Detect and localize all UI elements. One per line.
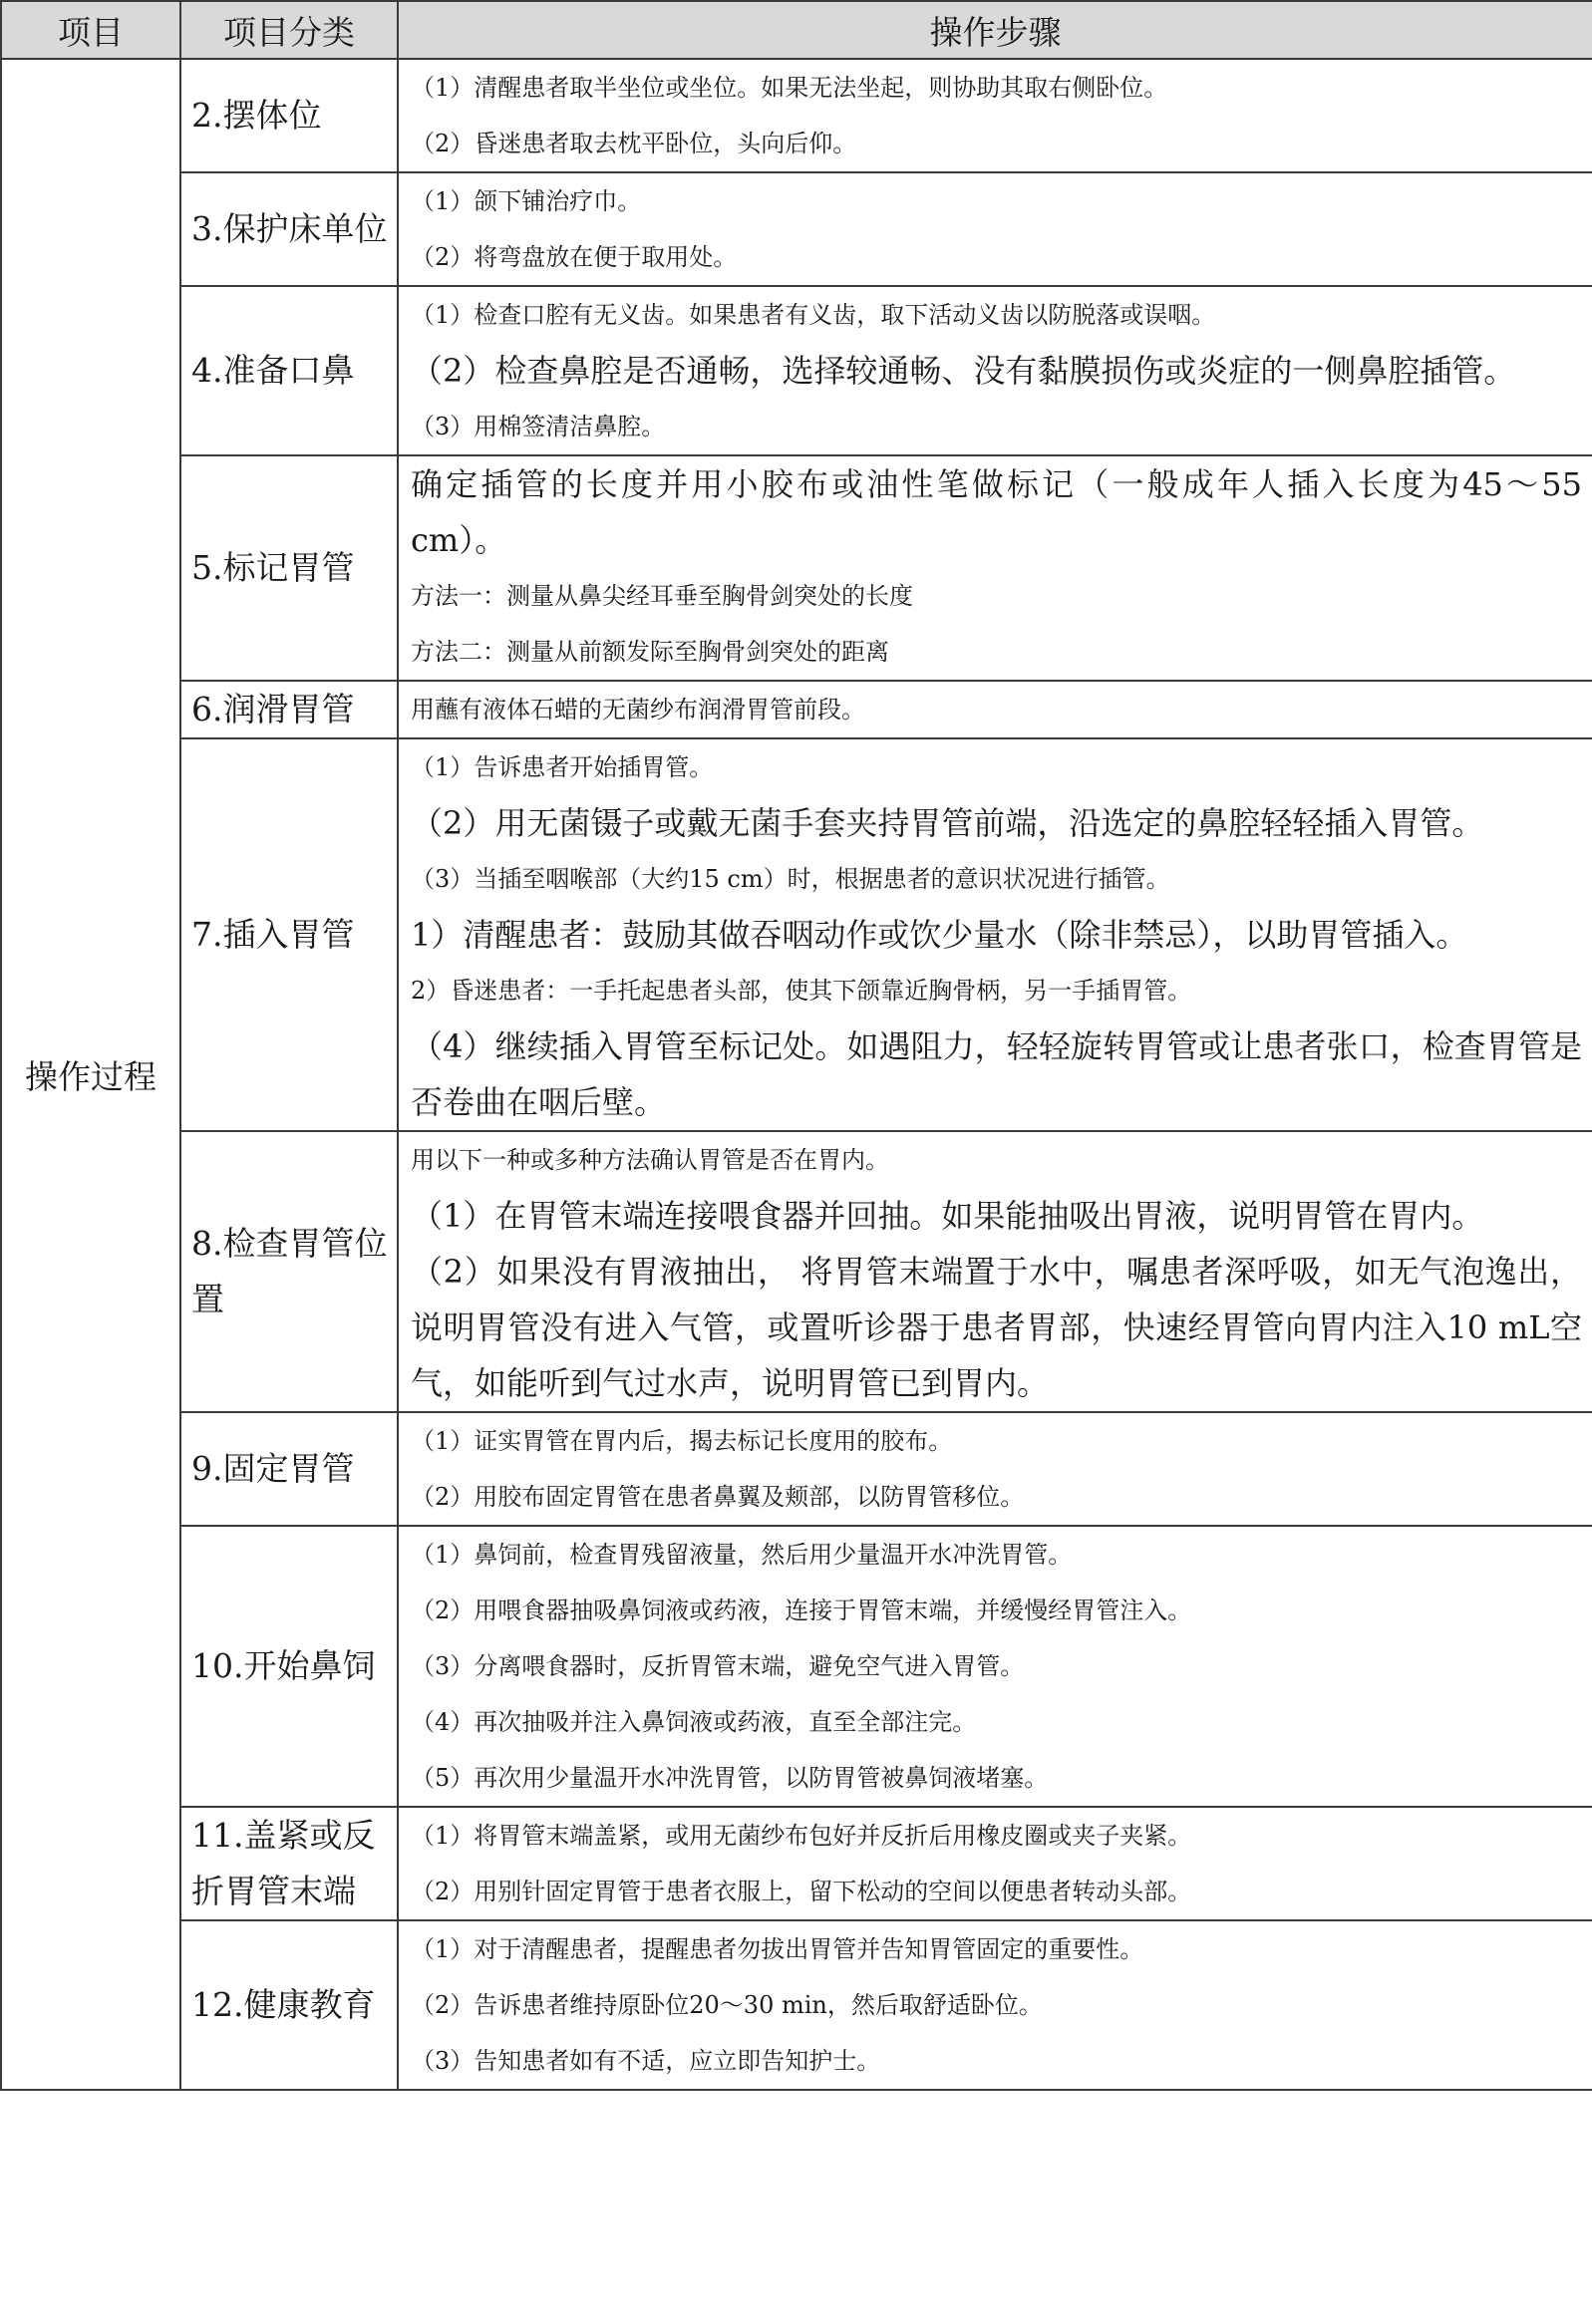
step-line: 确定插管的长度并用小胶布或油性笔做标记（一般成年人插入长度为45～55 cm）。	[411, 465, 1582, 559]
table-row	[1, 1526, 1592, 1807]
step-line: 1）清醒患者：鼓励其做吞咽动作或饮少量水（除非禁忌），以助胃管插入。	[411, 916, 1468, 954]
step-line: （1）颌下铺治疗巾。	[411, 187, 642, 215]
steps-cell	[398, 1412, 1592, 1526]
category-cell: 2.摆体位	[180, 59, 398, 172]
step-line: （2）告诉患者维持原卧位20～30 min，然后取舒适卧位。	[411, 1991, 1043, 2019]
step-line: （1）告诉患者开始插胃管。	[411, 753, 714, 781]
steps-cell	[398, 1807, 1592, 1920]
steps-cell	[398, 738, 1592, 1131]
table-row	[1, 1412, 1592, 1526]
steps-cell	[398, 172, 1592, 286]
steps-cell	[398, 1131, 1592, 1412]
step-line: 用蘸有液体石蜡的无菌纱布润滑胃管前段。	[411, 696, 865, 724]
category-cell: 8.检查胃管位置	[180, 1131, 398, 1412]
step-line: （3）用棉签清洁鼻腔。	[411, 413, 666, 440]
step-line: （2）将弯盘放在便于取用处。	[411, 243, 738, 271]
step-line: （2）用无菌镊子或戴无菌手套夹持胃管前端，沿选定的鼻腔轻轻插入胃管。	[411, 804, 1484, 842]
steps-cell	[398, 681, 1592, 738]
step-line: （2）昏迷患者取去枕平卧位，头向后仰。	[411, 130, 857, 157]
category-cell: 6.润滑胃管	[180, 681, 398, 738]
table-body	[1, 59, 1592, 2090]
header-steps: 操作步骤	[398, 1, 1592, 59]
table-row	[1, 286, 1592, 455]
steps-cell	[398, 1526, 1592, 1807]
step-line: （3）告知患者如有不适，应立即告知护士。	[411, 2047, 881, 2075]
step-line: 方法二：测量从前额发际至胸骨剑突处的距离	[411, 638, 889, 666]
table-row	[1, 681, 1592, 738]
header-category: 项目分类	[180, 1, 398, 59]
step-line: （1）在胃管末端连接喂食器并回抽。如果能抽吸出胃液，说明胃管在胃内。	[411, 1197, 1484, 1235]
table-row	[1, 1131, 1592, 1412]
step-line: （3）分离喂食器时，反折胃管末端，避免空气进入胃管。	[411, 1652, 1025, 1680]
step-line: 用以下一种或多种方法确认胃管是否在胃内。	[411, 1146, 889, 1174]
step-line: （2）用胶布固定胃管在患者鼻翼及颊部，以防胃管移位。	[411, 1483, 1025, 1511]
step-line: （2）检查鼻腔是否通畅，选择较通畅、没有黏膜损伤或炎症的一侧鼻腔插管。	[411, 352, 1516, 390]
step-line: （2）用喂食器抽吸鼻饲液或药液，连接于胃管末端，并缓慢经胃管注入。	[411, 1597, 1192, 1624]
step-line: （1）将胃管末端盖紧，或用无菌纱布包好并反折后用橡皮圈或夹子夹紧。	[411, 1822, 1192, 1850]
step-line: （3）当插至咽喉部（大约15 cm）时，根据患者的意识状况进行插管。	[411, 865, 1170, 893]
steps-cell	[398, 1920, 1592, 2090]
table-row	[1, 172, 1592, 286]
table-header-row	[1, 1, 1592, 59]
category-cell: 10.开始鼻饲	[180, 1526, 398, 1807]
table-row	[1, 1807, 1592, 1920]
step-line: （1）清醒患者取半坐位或坐位。如果无法坐起，则协助其取右侧卧位。	[411, 74, 1168, 102]
step-line: 2）昏迷患者：一手托起患者头部，使其下颌靠近胸骨柄，另一手插胃管。	[411, 977, 1192, 1005]
project-cell: 操作过程	[1, 59, 180, 2090]
step-line: （4）再次抽吸并注入鼻饲液或药液，直至全部注完。	[411, 1708, 977, 1736]
category-cell: 9.固定胃管	[180, 1412, 398, 1526]
steps-cell	[398, 59, 1592, 172]
category-cell: 3.保护床单位	[180, 172, 398, 286]
category-cell: 5.标记胃管	[180, 455, 398, 681]
table-row	[1, 455, 1592, 681]
step-line: （1）证实胃管在胃内后，揭去标记长度用的胶布。	[411, 1427, 953, 1455]
table-row	[1, 59, 1592, 172]
step-line: 方法一：测量从鼻尖经耳垂至胸骨剑突处的长度	[411, 582, 913, 610]
category-cell: 7.插入胃管	[180, 738, 398, 1131]
table-row	[1, 738, 1592, 1131]
category-cell: 12.健康教育	[180, 1920, 398, 2090]
table-row	[1, 1920, 1592, 2090]
step-line: （5）再次用少量温开水冲洗胃管，以防胃管被鼻饲液堵塞。	[411, 1764, 1049, 1792]
steps-cell	[398, 286, 1592, 455]
category-cell: 4.准备口鼻	[180, 286, 398, 455]
steps-cell	[398, 455, 1592, 681]
step-line: （4）继续插入胃管至标记处。如遇阻力，轻轻旋转胃管或让患者张口，检查胃管是否卷曲在咽后壁。	[411, 1027, 1582, 1121]
step-line: （2）用别针固定胃管于患者衣服上，留下松动的空间以便患者转动头部。	[411, 1878, 1192, 1905]
category-cell: 11.盖紧或反折胃管末端	[180, 1807, 398, 1920]
step-line: （1）鼻饲前，检查胃残留液量，然后用少量温开水冲洗胃管。	[411, 1541, 1073, 1569]
header-project: 项目	[1, 1, 180, 59]
step-line: （1）对于清醒患者，提醒患者勿拔出胃管并告知胃管固定的重要性。	[411, 1935, 1144, 1963]
step-line: （2）如果没有胃液抽出， 将胃管末端置于水中，嘱患者深呼吸，如无气泡逸出，说明胃管没有进入气管，或置听诊器于患者胃部，快速经胃管向胃内注入10 mL空气，如能听到气过水声，说明胃管已到胃内。	[411, 1253, 1582, 1402]
step-line: （1）检查口腔有无义齿。如果患者有义齿，取下活动义齿以防脱落或误咽。	[411, 301, 1216, 329]
